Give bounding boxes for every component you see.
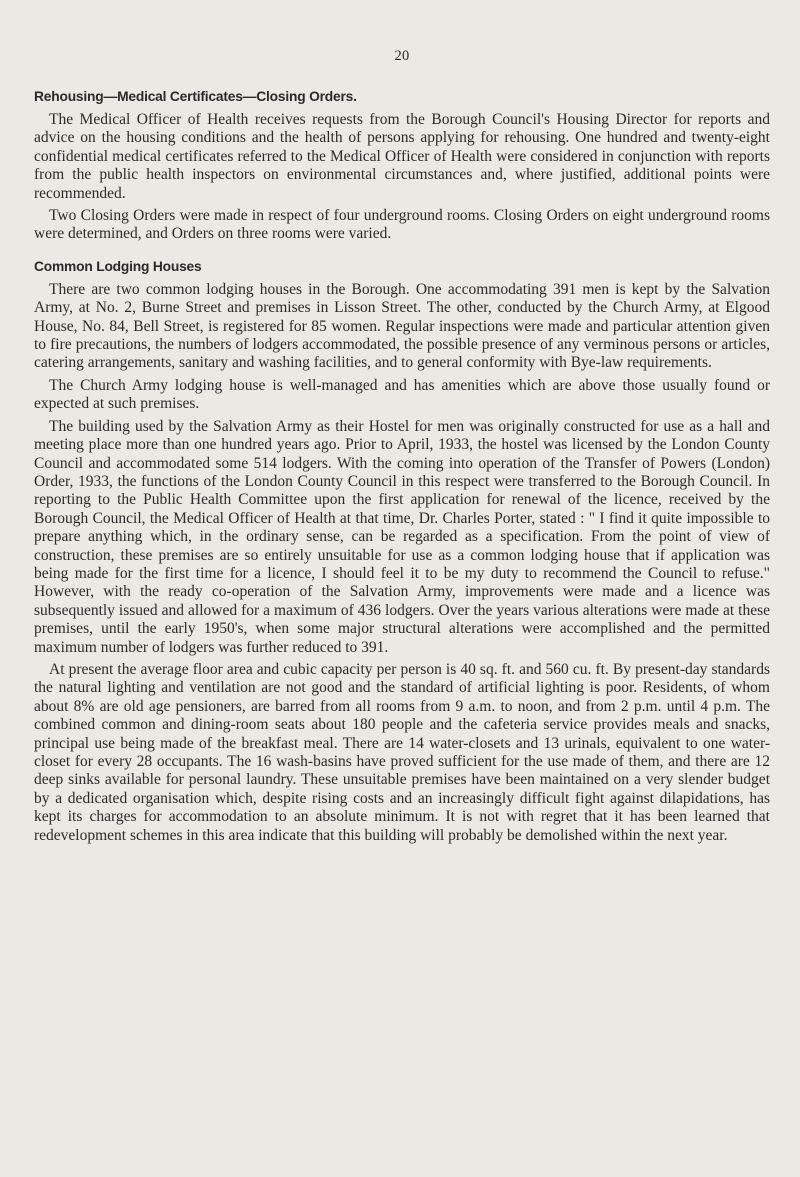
section-heading-rehousing: Rehousing—Medical Certificates—Closing Orders. <box>34 89 357 104</box>
paragraph: At present the average floor area and cubic capacity per person is 40 sq. ft. and 560 cu. ft. By present-day standards the natural lighting and ventilation are not good and the standard of artificial lighting is poor. Residents, of whom about 8% are old age pensioners, are barred from all rooms from 9 a.m. to noon, and from 2 p.m. until 4 p.m. The combined common and dining-room seats about 180 people and the cafeteria service provides meals and snacks, principal use being made of the breakfast meal. There are 14 water-closets and 13 urinals, equivalent to one water-closet for every 28 occupants. The 16 wash-basins have proved sufficient for the use made of them, and there are 12 deep sinks available for personal laundry. These unsuitable premises have been maintained on a very slender budget by a dedicated organisation which, despite rising costs and an increasingly difficult fight against dilapidations, has kept its charges for accommodation to an absolute minimum. It is not with regret that it has been learned that redevelopment schemes in this area indicate that this building will probably be demolished within the next year. <box>34 660 770 844</box>
paragraph: The Medical Officer of Health receives requests from the Borough Council's Housing Director for reports and advice on the housing conditions and the health of persons applying for rehousing. One hundred and twenty-eight confidential medical certificates referred to the Medical Officer of Health were considered in conjunction with reports from the public health inspectors on environmental circumstances and, where justified, additional points were recommended. <box>34 111 770 202</box>
section-common-lodging-houses <box>34 258 770 845</box>
section-heading-common-lodging-houses: Common Lodging Houses <box>34 258 202 274</box>
paragraph: The building used by the Salvation Army as their Hostel for men was originally constructed for use as a hall and meeting place more than one hundred years ago. Prior to April, 1933, the hostel was licensed by the London County Council and accommodated some 514 lodgers. With the coming into operation of the Transfer of Powers (London) Order, 1933, the functions of the London County Council in this respect were transferred to the Borough Council. In reporting to the Public Health Committee upon the first application for renewal of the licence, received by the Borough Council, the Medical Officer of Health at that time, Dr. Charles Porter, stated : " I find it quite impossible to prepare anything which, in the ordinary sense, can be regarded as a specification. From the point of view of construction, these premises are so entirely unsuitable for use as a common lodging house that if application was being made for the first time for a licence, I should feel it to be my duty to recommend the Council to refuse." However, with the ready co-operation of the Salvation Army, improvements were made and a licence was subsequently issued and allowed for a maximum of 436 lodgers. Over the years various alterations were made at these premises, until the early 1950's, when some major structural alterations were accomplished and the permitted maximum number of lodgers was further reduced to 391. <box>34 417 770 656</box>
paragraph: Two Closing Orders were made in respect of four underground rooms. Closing Orders on eight underground rooms were determined, and Orders on three rooms were varied. <box>34 207 770 243</box>
paragraph: The Church Army lodging house is well-managed and has amenities which are above those usually found or expected at such premises. <box>34 376 770 413</box>
section-rehousing <box>34 88 770 244</box>
page-content <box>34 88 770 849</box>
page-number: 20 <box>394 48 410 64</box>
paragraph: There are two common lodging houses in the Borough. One accommodating 391 men is kept by the Salvation Army, at No. 2, Burne Street and premises in Lisson Street. The other, conducted by the Church Army, at Elgood House, No. 84, Bell Street, is registered for 85 women. Regular inspections were made and particular attention given to fire precautions, the numbers of lodgers accommodated, the possible presence of any verminous persons or articles, catering arrangements, sanitary and washing facilities, and to general conformity with Bye-law requirements. <box>34 280 770 372</box>
